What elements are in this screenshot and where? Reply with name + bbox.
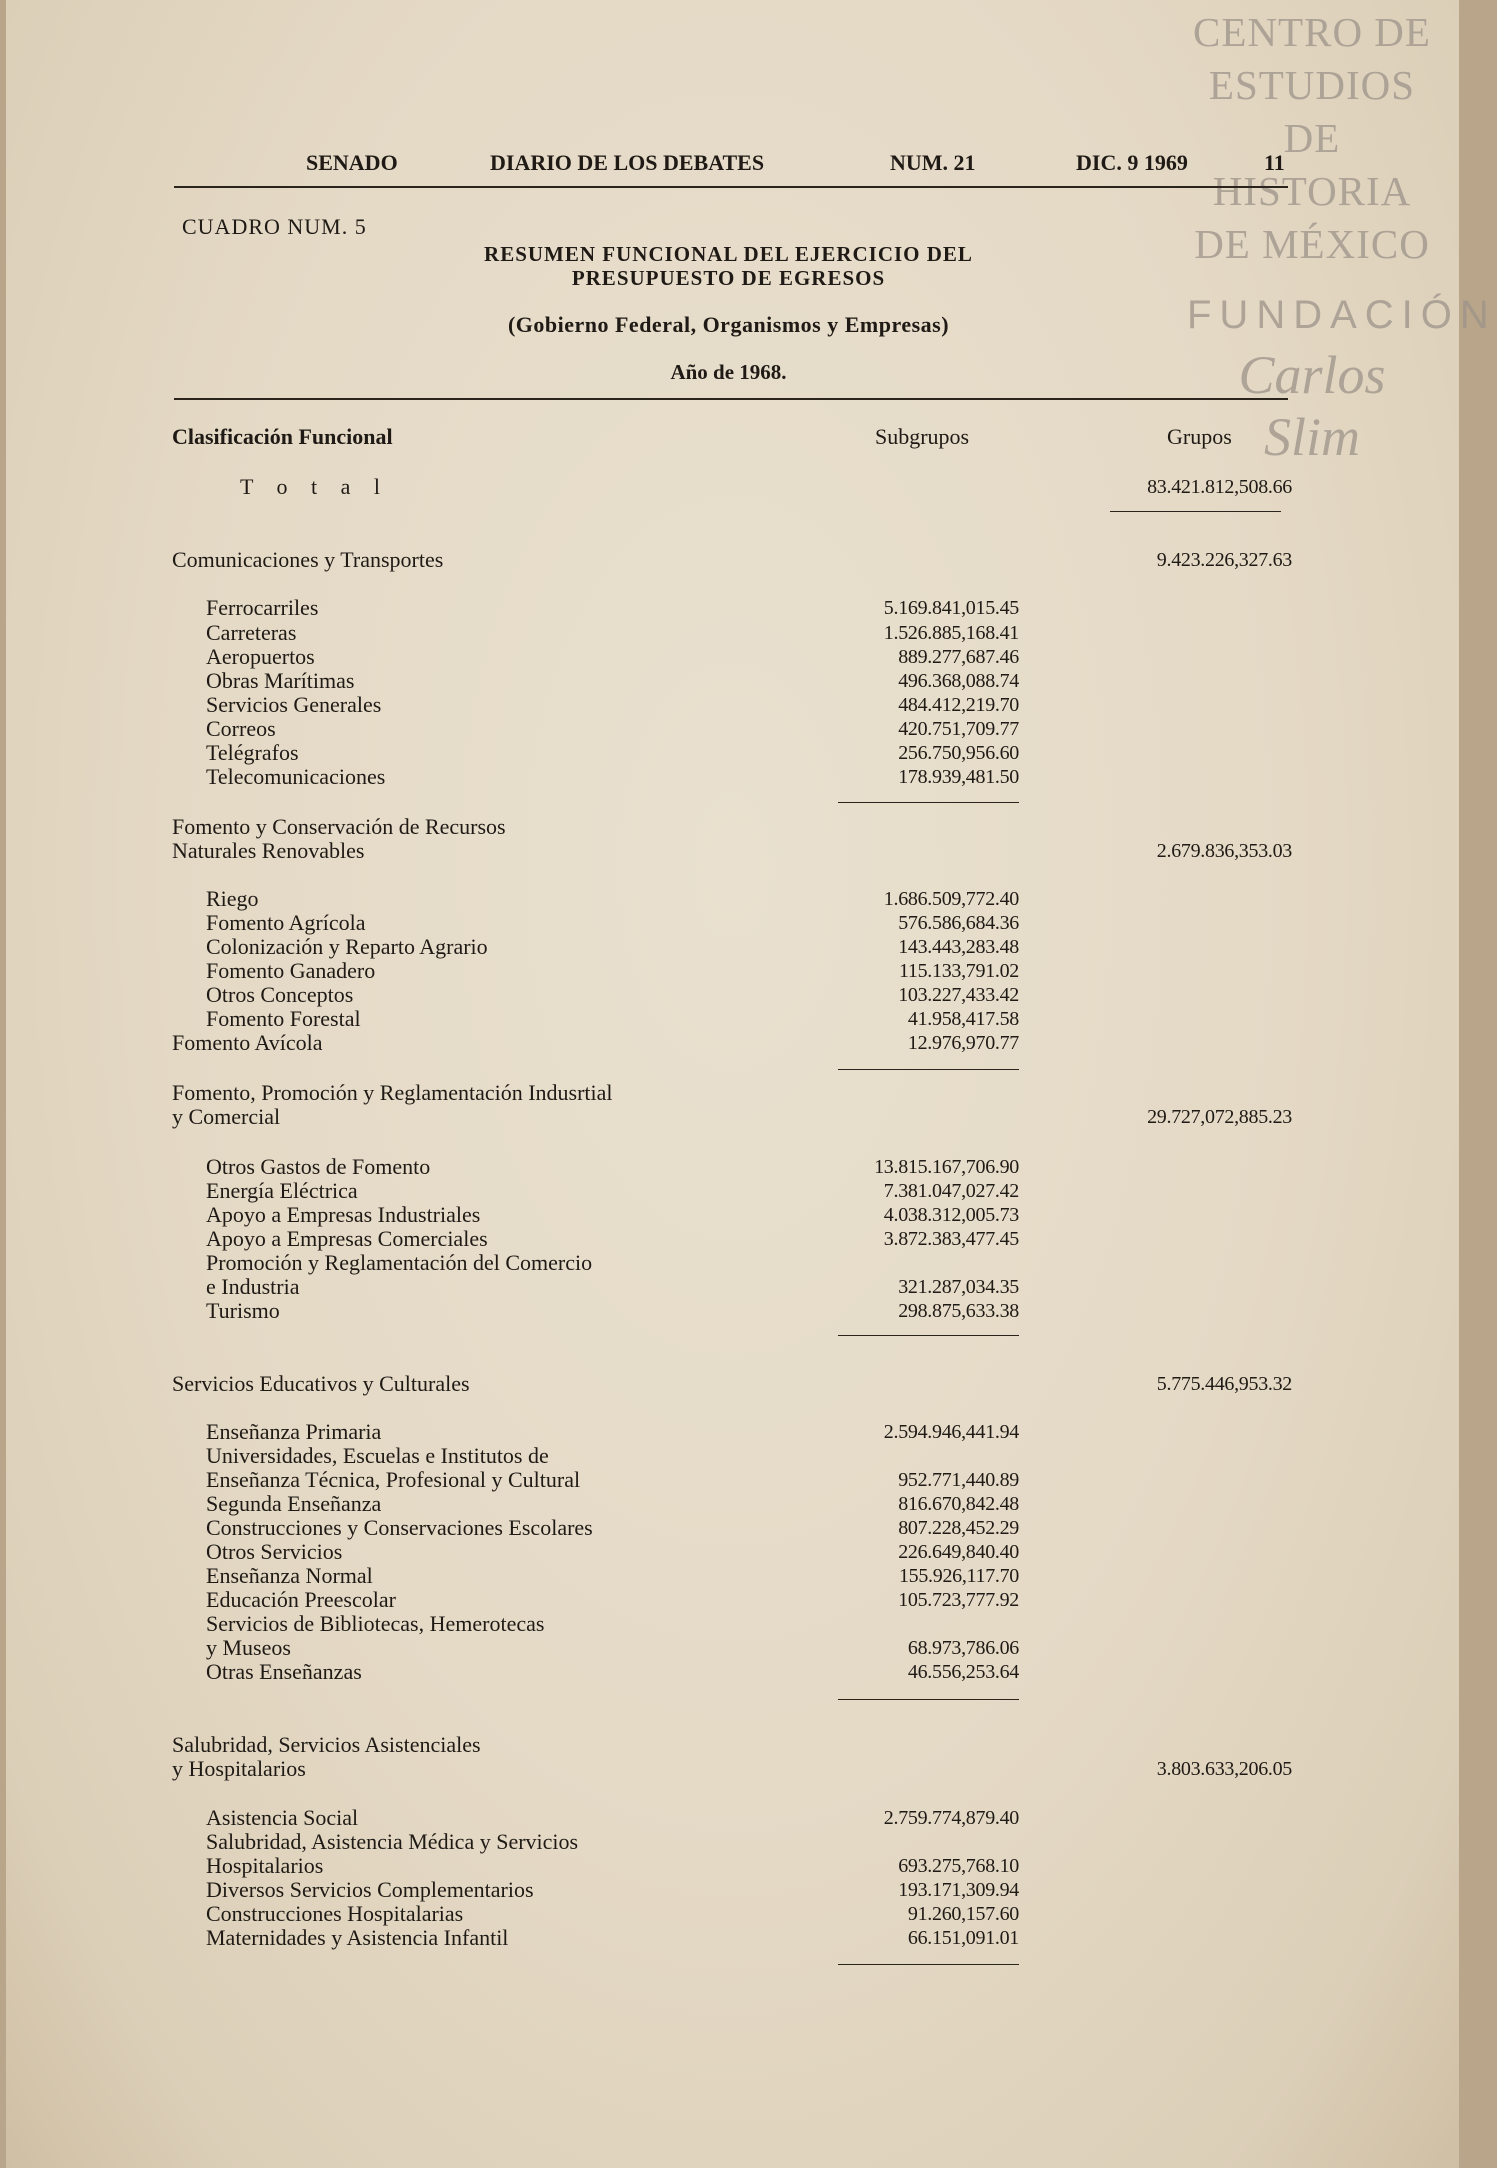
row-label: Ferrocarriles <box>206 595 319 620</box>
subgroup-row <box>172 1007 1292 1031</box>
row-label: y Museos <box>206 1635 291 1660</box>
subgroup-amount: 2.594.946,441.94 <box>883 1421 1019 1443</box>
subgroup-row <box>172 1516 1292 1540</box>
subgroup-row <box>172 887 1292 911</box>
subgroup-amount: 115.133,791.02 <box>898 960 1019 982</box>
subgroup-row <box>172 1830 1292 1854</box>
subgroup-row <box>172 1636 1292 1660</box>
table-title-line: RESUMEN FUNCIONAL DEL EJERCICIO DEL <box>484 242 973 266</box>
subgroup-row <box>172 935 1292 959</box>
subgroup-row <box>172 1806 1292 1830</box>
watermark-line: ESTUDIOS <box>1208 62 1416 108</box>
group-amount: 29.727,072,885.23 <box>1147 1106 1292 1128</box>
subgroup-amount: 5.169.841,015.45 <box>883 597 1019 619</box>
row-label: Telégrafos <box>206 740 299 765</box>
watermark-line: CENTRO DE <box>1193 9 1431 55</box>
subgroup-amount: 3.872.383,477.45 <box>883 1228 1019 1250</box>
group-amount: 83.421.812,508.66 <box>1147 476 1292 498</box>
row-label: Salubridad, Asistencia Médica y Servicios <box>206 1829 579 1854</box>
subgroup-row <box>172 1902 1292 1926</box>
row-label: Fomento y Conservación de Recursos <box>172 814 506 839</box>
row-label: Servicios Educativos y Culturales <box>172 1371 470 1396</box>
subgroup-row <box>172 1444 1292 1468</box>
subgroup-amount: 1.526.885,168.41 <box>883 622 1019 644</box>
subgroup-amount: 12.976,970.77 <box>907 1032 1019 1054</box>
subgroup-row <box>172 959 1292 983</box>
subgroup-row <box>172 645 1292 669</box>
subgroup-amount: 226.649,840.40 <box>898 1541 1019 1563</box>
row-label: Salubridad, Servicios Asistenciales <box>172 1732 481 1757</box>
table-title-line: PRESUPUESTO DE EGRESOS <box>571 266 886 290</box>
subgroup-amount: 889.277,687.46 <box>898 646 1019 668</box>
total-row <box>172 475 1292 499</box>
subgroup-amount: 143.443,283.48 <box>898 936 1019 958</box>
row-label: Fomento Avícola <box>172 1030 323 1055</box>
subgroup-amount: 298.875,633.38 <box>898 1300 1019 1322</box>
column-header-groups: Grupos <box>1167 424 1232 449</box>
row-label: Universidades, Escuelas e Institutos de <box>206 1443 549 1468</box>
table-title <box>326 242 1131 290</box>
subgroup-amount: 68.973,786.06 <box>907 1637 1019 1659</box>
row-label: Hospitalarios <box>206 1853 324 1878</box>
row-label: Enseñanza Normal <box>206 1563 373 1588</box>
subgroup-row <box>172 1031 1292 1055</box>
subgroup-row <box>172 1540 1292 1564</box>
sum-underline <box>1110 511 1281 512</box>
watermark-line: DE MÉXICO <box>1194 221 1430 267</box>
row-label: Otras Enseñanzas <box>206 1659 362 1684</box>
row-label: y Comercial <box>172 1104 281 1129</box>
row-label: Promoción y Reglamentación del Comercio <box>206 1250 593 1275</box>
subgroup-row <box>172 911 1292 935</box>
sum-underline <box>838 1964 1019 1965</box>
row-label: Otros Conceptos <box>206 982 354 1007</box>
column-header-subgroups: Subgrupos <box>875 424 970 449</box>
running-header <box>306 150 1306 180</box>
subgroup-amount: 807.228,452.29 <box>898 1517 1019 1539</box>
subgroup-amount: 321.287,034.35 <box>898 1276 1019 1298</box>
subgroup-amount: 7.381.047,027.42 <box>883 1180 1019 1202</box>
subgroup-amount: 576.586,684.36 <box>898 912 1019 934</box>
subgroup-row <box>172 621 1292 645</box>
row-label: e Industria <box>206 1274 300 1299</box>
title-rule <box>174 398 1288 400</box>
row-label: Asistencia Social <box>206 1805 359 1830</box>
row-label: Apoyo a Empresas Comerciales <box>206 1226 488 1251</box>
group-row <box>172 548 1292 572</box>
subgroup-row <box>172 1878 1292 1902</box>
row-label: Segunda Enseñanza <box>206 1491 382 1516</box>
subgroup-amount: 103.227,433.42 <box>898 984 1019 1006</box>
table-year: Año de 1968. <box>670 360 787 384</box>
subgroup-row <box>172 1203 1292 1227</box>
subgroup-row <box>172 741 1292 765</box>
row-label: Maternidades y Asistencia Infantil <box>206 1925 509 1950</box>
header-page-number: 11 <box>1264 150 1285 175</box>
row-label: Otros Servicios <box>206 1539 343 1564</box>
subgroup-amount: 1.686.509,772.40 <box>883 888 1019 910</box>
watermark-signature: Carlos Slim <box>1238 345 1386 467</box>
row-label: Fomento Forestal <box>206 1006 361 1031</box>
header-journal: DIARIO DE LOS DEBATES <box>490 150 765 175</box>
subgroup-amount: 256.750,956.60 <box>898 742 1019 764</box>
subgroup-amount: 693.275,768.10 <box>898 1855 1019 1877</box>
subgroup-row <box>172 1854 1292 1878</box>
subgroup-row <box>172 1251 1292 1275</box>
subgroup-row <box>172 1492 1292 1516</box>
header-issue: NUM. 21 <box>890 150 976 175</box>
row-label: Naturales Renovables <box>172 838 365 863</box>
subgroup-amount: 91.260,157.60 <box>907 1903 1019 1925</box>
subgroup-row <box>172 596 1292 620</box>
subgroup-row <box>172 1588 1292 1612</box>
subgroup-amount: 13.815.167,706.90 <box>874 1156 1019 1178</box>
row-label: T o t a l <box>240 474 390 499</box>
row-label: Energía Eléctrica <box>206 1178 358 1203</box>
subgroup-amount: 178.939,481.50 <box>898 766 1019 788</box>
row-label: Telecomunicaciones <box>206 764 386 789</box>
subgroup-amount: 2.759.774,879.40 <box>883 1807 1019 1829</box>
row-label: Otros Gastos de Fomento <box>206 1154 431 1179</box>
row-label: Carreteras <box>206 620 297 645</box>
subgroup-row <box>172 1227 1292 1251</box>
subgroup-row <box>172 1275 1292 1299</box>
table-subtitle: (Gobierno Federal, Organismos y Empresas) <box>507 312 950 337</box>
subgroup-amount: 155.926,117.70 <box>898 1565 1019 1587</box>
table-number: CUADRO NUM. 5 <box>182 214 367 239</box>
subgroup-amount: 66.151,091.01 <box>907 1927 1019 1949</box>
row-label: Fomento, Promoción y Reglamentación Indusrtial <box>172 1080 613 1105</box>
row-label: Fomento Ganadero <box>206 958 376 983</box>
subgroup-amount: 496.368,088.74 <box>898 670 1019 692</box>
subgroup-amount: 193.171,309.94 <box>898 1879 1019 1901</box>
header-date: DIC. 9 1969 <box>1076 150 1188 175</box>
row-label: Comunicaciones y Transportes <box>172 547 444 572</box>
row-label: Aeropuertos <box>206 644 315 669</box>
column-header-classification: Clasificación Funcional <box>172 424 393 449</box>
row-label: Turismo <box>206 1298 280 1323</box>
row-label: Enseñanza Primaria <box>206 1419 382 1444</box>
group-row <box>172 839 1292 863</box>
subgroup-row <box>172 1564 1292 1588</box>
row-label: Fomento Agrícola <box>206 910 366 935</box>
row-label: Construcciones Hospitalarias <box>206 1901 464 1926</box>
group-amount: 5.775.446,953.32 <box>1156 1373 1292 1395</box>
subgroup-amount: 952.771,440.89 <box>898 1469 1019 1491</box>
subgroup-row <box>172 765 1292 789</box>
subgroup-row <box>172 983 1292 1007</box>
subgroup-amount: 46.556,253.64 <box>907 1661 1019 1683</box>
sum-underline <box>838 1069 1019 1070</box>
subgroup-row <box>172 669 1292 693</box>
row-label: Enseñanza Técnica, Profesional y Cultural <box>206 1467 581 1492</box>
group-amount: 2.679.836,353.03 <box>1156 840 1292 862</box>
subgroup-row <box>172 1155 1292 1179</box>
subgroup-amount: 816.670,842.48 <box>898 1493 1019 1515</box>
subgroup-row <box>172 693 1292 717</box>
row-label: Construcciones y Conservaciones Escolares <box>206 1515 593 1540</box>
row-label: y Hospitalarios <box>172 1756 306 1781</box>
group-row <box>172 1105 1292 1129</box>
row-label: Servicios de Bibliotecas, Hemerotecas <box>206 1611 545 1636</box>
document-page <box>6 0 1497 2168</box>
watermark-foundation: FUNDACIÓN <box>1187 293 1497 337</box>
row-label: Diversos Servicios Complementarios <box>206 1877 534 1902</box>
watermark-line: DE HISTORIA <box>1212 115 1412 214</box>
subgroup-amount: 4.038.312,005.73 <box>883 1204 1019 1226</box>
group-row <box>172 1081 1292 1105</box>
row-label: Correos <box>206 716 276 741</box>
sum-underline <box>838 1699 1019 1700</box>
subgroup-row <box>172 1926 1292 1950</box>
header-rule <box>174 186 1288 188</box>
group-row <box>172 815 1292 839</box>
group-amount: 3.803.633,206.05 <box>1156 1758 1292 1780</box>
row-label: Colonización y Reparto Agrario <box>206 934 488 959</box>
subgroup-row <box>172 1179 1292 1203</box>
group-row <box>172 1733 1292 1757</box>
group-amount: 9.423.226,327.63 <box>1156 549 1292 571</box>
row-label: Educación Preescolar <box>206 1587 396 1612</box>
group-row <box>172 1757 1292 1781</box>
subgroup-amount: 484.412,219.70 <box>898 694 1019 716</box>
header-chamber: SENADO <box>306 150 398 175</box>
row-label: Apoyo a Empresas Industriales <box>206 1202 481 1227</box>
row-label: Riego <box>206 886 259 911</box>
sum-underline <box>838 1335 1019 1336</box>
subgroup-amount: 420.751,709.77 <box>898 718 1019 740</box>
subgroup-row <box>172 1468 1292 1492</box>
row-label: Obras Marítimas <box>206 668 355 693</box>
row-label: Servicios Generales <box>206 692 382 717</box>
subgroup-amount: 105.723,777.92 <box>898 1589 1019 1611</box>
subgroup-row <box>172 1420 1292 1444</box>
subgroup-row <box>172 1299 1292 1323</box>
sum-underline <box>838 802 1019 803</box>
subgroup-row <box>172 717 1292 741</box>
group-row <box>172 1372 1292 1396</box>
subgroup-row <box>172 1612 1292 1636</box>
subgroup-row <box>172 1660 1292 1684</box>
subgroup-amount: 41.958,417.58 <box>907 1008 1019 1030</box>
